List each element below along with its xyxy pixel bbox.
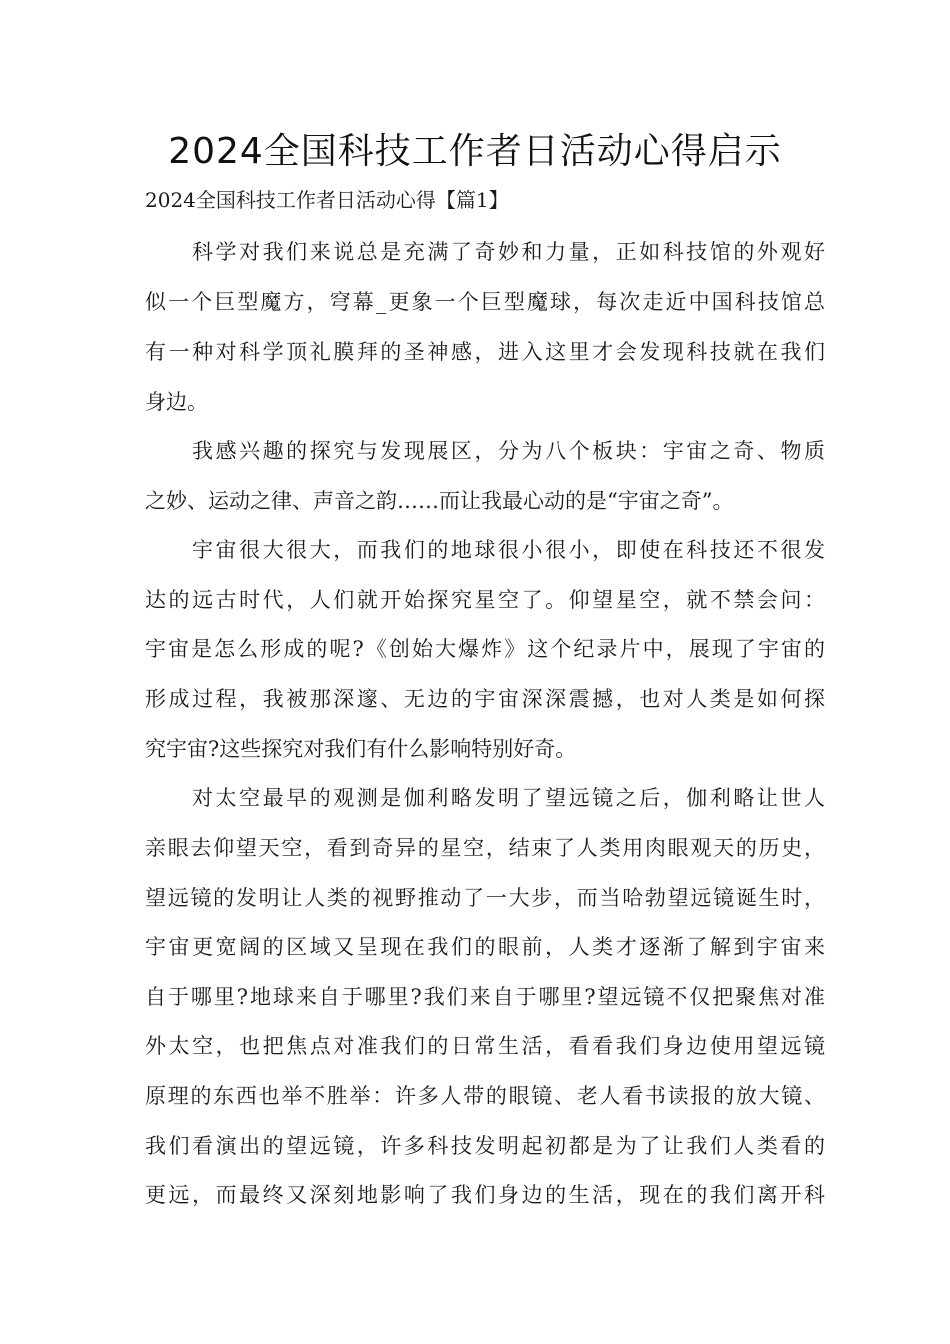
paragraph-line: 达的远古时代，人们就开始探究星空了。仰望星空，就不禁会问： xyxy=(145,588,825,612)
paragraph-line: 宇宙很大很大，而我们的地球很小很小，即使在科技还不很发 xyxy=(192,538,825,562)
paragraph-line: 对太空最早的观测是伽利略发明了望远镜之后，伽利略让世人 xyxy=(192,786,825,810)
paragraph-line: 自于哪里?地球来自于哪里?我们来自于哪里?望远镜不仅把聚焦对准 xyxy=(145,985,825,1009)
paragraph-line: 更远，而最终又深刻地影响了我们身边的生活，现在的我们离开科 xyxy=(145,1183,825,1207)
paragraph-line: 之妙、运动之律、声音之韵……而让我最心动的是“宇宙之奇”。 xyxy=(145,489,734,513)
paragraph-line: 原理的东西也举不胜举：许多人带的眼镜、老人看书读报的放大镜、 xyxy=(145,1084,825,1108)
paragraph-line: 科学对我们来说总是充满了奇妙和力量，正如科技馆的外观好 xyxy=(192,240,825,264)
paragraph-line: 望远镜的发明让人类的视野推动了一大步，而当哈勃望远镜诞生时， xyxy=(145,886,825,910)
paragraph-line: 宇宙是怎么形成的呢?《创始大爆炸》这个纪录片中，展现了宇宙的 xyxy=(145,637,825,661)
paragraph-line: 亲眼去仰望天空，看到奇异的星空，结束了人类用肉眼观天的历史， xyxy=(145,836,825,860)
paragraph-line: 身边。 xyxy=(145,390,208,414)
section-heading: 2024全国科技工作者日活动心得【篇1】 xyxy=(145,188,509,212)
paragraph-line: 我感兴趣的探究与发现展区，分为八个板块：宇宙之奇、物质 xyxy=(192,439,825,463)
paragraph-line: 外太空，也把焦点对准我们的日常生活，看看我们身边使用望远镜 xyxy=(145,1034,825,1058)
paragraph-line: 有一种对科学顶礼膜拜的圣神感，进入这里才会发现科技就在我们 xyxy=(145,340,825,364)
paragraph-line: 我们看演出的望远镜，许多科技发明起初都是为了让我们人类看的 xyxy=(145,1134,825,1158)
paragraph-line: 究宇宙?这些探究对我们有什么影响特别好奇。 xyxy=(145,737,577,761)
document-title: 2024全国科技工作者日活动心得启示 xyxy=(168,131,782,172)
paragraph-line: 形成过程，我被那深邃、无边的宇宙深深震撼，也对人类是如何探 xyxy=(145,687,825,711)
paragraph-line: 似一个巨型魔方，穹幕_更象一个巨型魔球，每次走近中国科技馆总 xyxy=(145,290,825,314)
paragraph-line: 宇宙更宽阔的区域又呈现在我们的眼前，人类才逐渐了解到宇宙来 xyxy=(145,935,825,959)
